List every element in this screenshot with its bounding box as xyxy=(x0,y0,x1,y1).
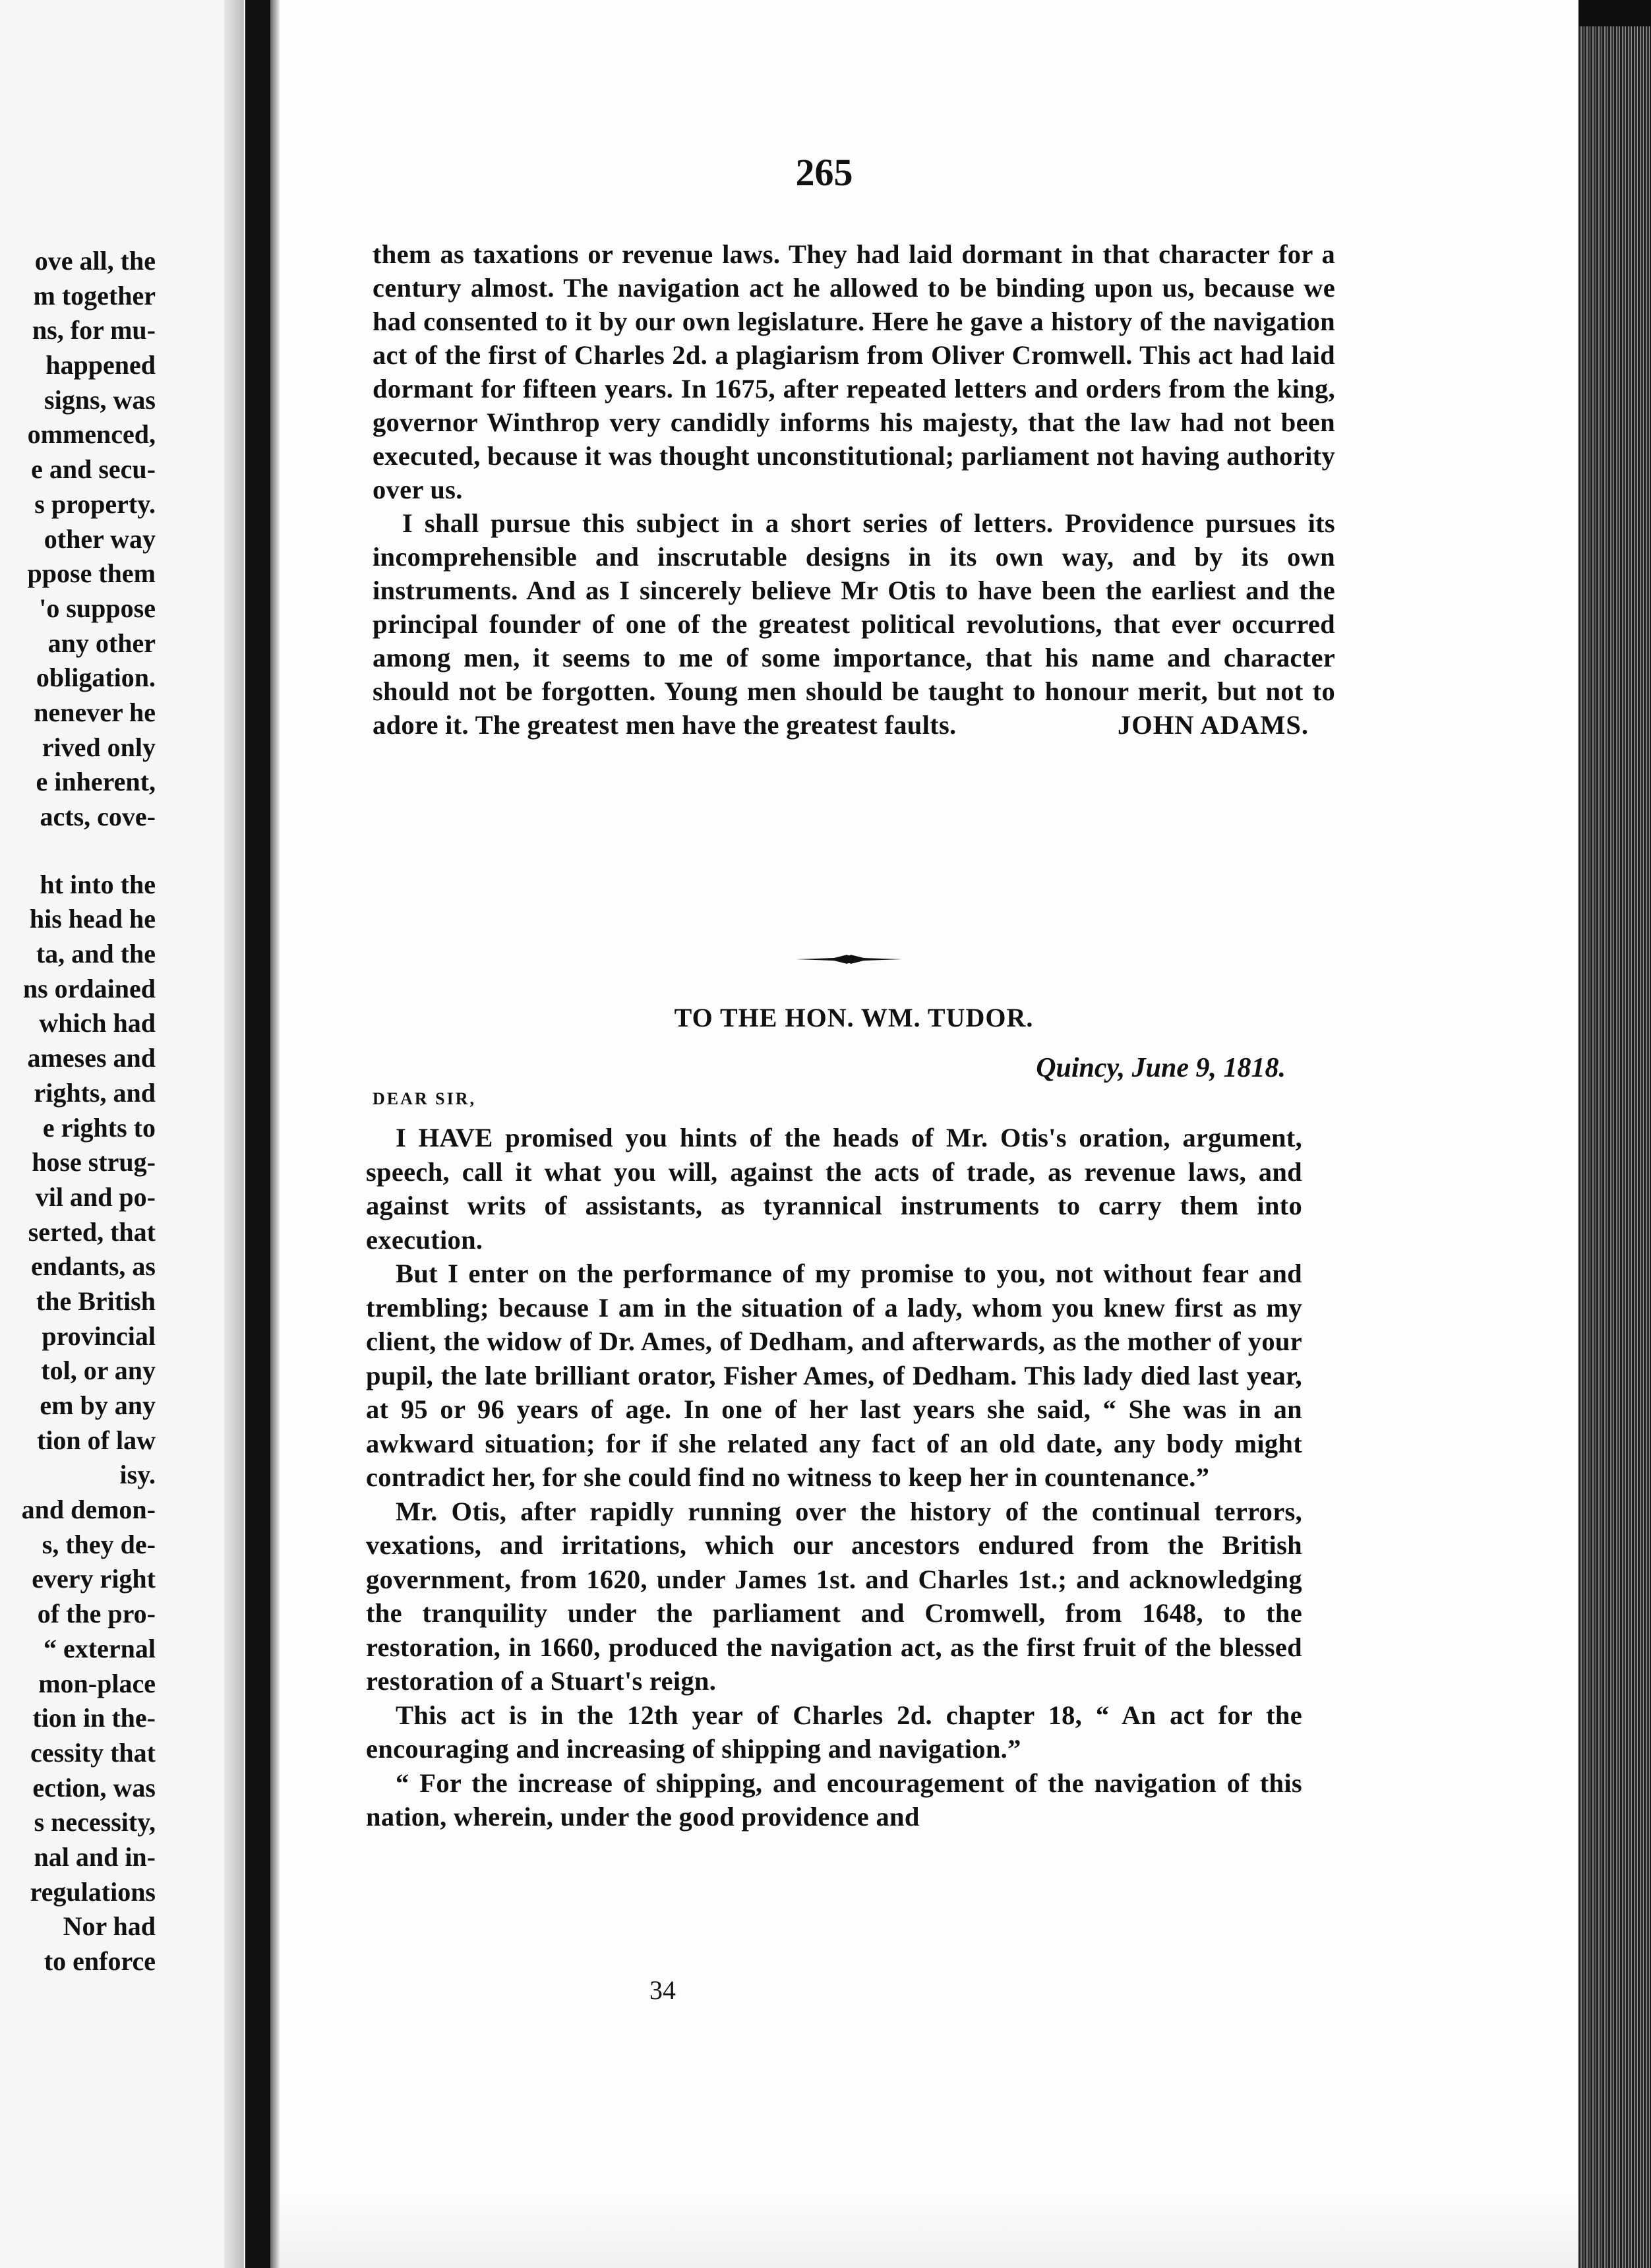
left-page-line: s property. xyxy=(34,489,156,519)
gutter-edge xyxy=(270,0,280,2268)
left-page-line: tion in the- xyxy=(32,1703,156,1733)
left-page-line: nenever he xyxy=(34,697,156,727)
letter-paragraph: “ For the increase of shipping, and encouragement of the navigation of this nation, wherein, under the good providence and xyxy=(366,1768,1302,1832)
left-page-line: m together xyxy=(33,280,156,311)
left-facing-page xyxy=(0,0,234,2268)
left-page-line: his head he xyxy=(29,904,156,934)
closing-paragraph: I shall pursue this subject in a short series of letters. Providence pursues its incomprehensible and inscrutable designs in its own way, and by its own instruments. And as I sincerely believe Mr Otis to have been the earliest and the principal founder of one of the greatest political revolutions, that ever occurred among men, it seems to me of some importance, that his name and character should not be forgotten. Young men should be taught to honour merit, but not to adore it. The greatest men have the greatest faults. xyxy=(373,508,1335,740)
left-page-line: cessity that xyxy=(30,1737,156,1768)
left-page-line: tion of law xyxy=(37,1425,156,1455)
letter-paragraph: But I enter on the performance of my promise to you, not without fear and trembling; because I am in the situation of a lady, whom you knew first as my client, the widow of Dr. Ames, of Dedham, and afterwards, as the mother of your pupil, the late brilliant orator, Fisher Ames, of Dedham. This lady died last year, at 95 or 96 years of age. In one of her last years she said, “ She was in an awkward situation; for if she related any fact of an old date, any body might contradict her, for she could find no witness to keep her in countenance.” xyxy=(366,1259,1302,1492)
left-page-line: ove all, the xyxy=(34,246,156,276)
section-divider-ornament xyxy=(795,949,903,969)
left-page-line: em by any xyxy=(40,1390,156,1420)
left-page-line: 'o suppose xyxy=(39,593,156,623)
left-page-line: which had xyxy=(39,1008,156,1038)
left-page-shadow xyxy=(224,0,244,2268)
left-page-line: isy. xyxy=(119,1460,156,1490)
left-page-line: s, they de- xyxy=(42,1529,156,1559)
left-page-line: rived only xyxy=(42,732,156,762)
signature: JOHN ADAMS. xyxy=(1117,710,1309,740)
left-page-line: regulations xyxy=(30,1876,156,1907)
left-page-line: provincial xyxy=(42,1321,156,1351)
left-page-line: ht into the xyxy=(40,869,156,899)
left-page-line xyxy=(0,835,156,868)
dateline: Quincy, June 9, 1818. xyxy=(1036,1053,1286,1083)
left-page-line: other way xyxy=(44,523,156,554)
fore-edge-top xyxy=(1578,0,1651,26)
left-page-line: ameses and xyxy=(27,1043,156,1073)
left-page-line: acts, cove- xyxy=(40,802,156,831)
page-number: 265 xyxy=(795,151,853,194)
letter-paragraph: Mr. Otis, after rapidly running over the history of the continual terrors, vexations, and irritations, which our ancestors endured from the British government, from 1620, under James 1st. and Charles 1st.; and acknowledging the tranquility under the parliament and Cromwell, from 1648, to the restoration, in 1660, produced the navigation act, as the first fruit of the blessed restoration of a Stuart's reign. xyxy=(366,1496,1302,1696)
salutation: DEAR SIR, xyxy=(373,1089,477,1108)
left-page-line: ns ordained xyxy=(22,973,156,1003)
left-page-line: ection, was xyxy=(32,1772,156,1803)
left-page-line: happened xyxy=(45,350,156,380)
letter-paragraph: I HAVE promised you hints of the heads of Mr. Otis's oration, argument, speech, call it what you will, against the acts of trade, as revenue laws, and against writs of assistants, as tyrannical instruments to carry them into execution. xyxy=(366,1123,1302,1255)
page-fore-edge xyxy=(1578,0,1651,2268)
page-bottom-shade xyxy=(280,2195,1578,2268)
letter-continuation xyxy=(373,237,1335,742)
left-page-line: hose strug- xyxy=(32,1147,156,1178)
left-page-line: serted, that xyxy=(28,1216,156,1247)
left-page-line: ns, for mu- xyxy=(32,315,156,345)
left-page-line: ppose them xyxy=(27,558,156,589)
left-page-line: nal and in- xyxy=(34,1841,156,1872)
left-page-line: Nor had xyxy=(63,1911,156,1942)
left-page-line: e and secu- xyxy=(31,454,156,485)
book-gutter xyxy=(245,0,270,2268)
left-page-line: to enforce xyxy=(44,1946,156,1976)
left-page-line: s necessity, xyxy=(34,1807,156,1837)
left-page-line: the British xyxy=(36,1286,156,1316)
left-page-text xyxy=(0,244,156,1979)
left-page-line: rights, and xyxy=(34,1077,156,1108)
letter-paragraph: This act is in the 12th year of Charles 2d. chapter 18, “ An act for the encouraging and increasing of shipping and navigation.” xyxy=(366,1700,1302,1764)
letter-body xyxy=(366,1121,1302,1834)
left-page-line: every right xyxy=(32,1564,156,1594)
left-page-line: any other xyxy=(47,628,156,658)
left-page-line: signs, was xyxy=(44,384,156,415)
left-page-line: e inherent, xyxy=(36,767,156,797)
left-page-line: mon-place xyxy=(38,1668,156,1698)
left-page-line: tol, or any xyxy=(41,1356,156,1386)
left-page-line: endants, as xyxy=(31,1251,156,1282)
signature-mark: 34 xyxy=(649,1975,676,2005)
left-page-line: ommenced, xyxy=(27,419,156,450)
left-page-line: vil and po- xyxy=(35,1181,156,1212)
left-page-line: “ external xyxy=(44,1633,156,1663)
opening-paragraph: them as taxations or revenue laws. They had laid dormant in that character for a century almost. The navigation act he allowed to be binding upon us, because we had consented to it by our own legislature. Here he gave a history of the navigation act of the first of Charles 2d. a plagiarism from Oliver Cromwell. This act had laid dormant for fifteen years. In 1675, after repeated letters and orders from the king, governor Winthrop very candidly informs his majesty, that the law had not been executed, because it was thought unconstitutional; parliament not having authority over us. xyxy=(373,239,1335,504)
letter-heading: TO THE HON. WM. TUDOR. xyxy=(674,1003,1034,1032)
left-page-line: and demon- xyxy=(21,1495,156,1525)
left-page-line: ta, and the xyxy=(36,939,156,969)
left-page-line: obligation. xyxy=(36,663,156,693)
left-page-line: e rights to xyxy=(42,1112,156,1143)
left-page-line: of the pro- xyxy=(37,1599,156,1629)
